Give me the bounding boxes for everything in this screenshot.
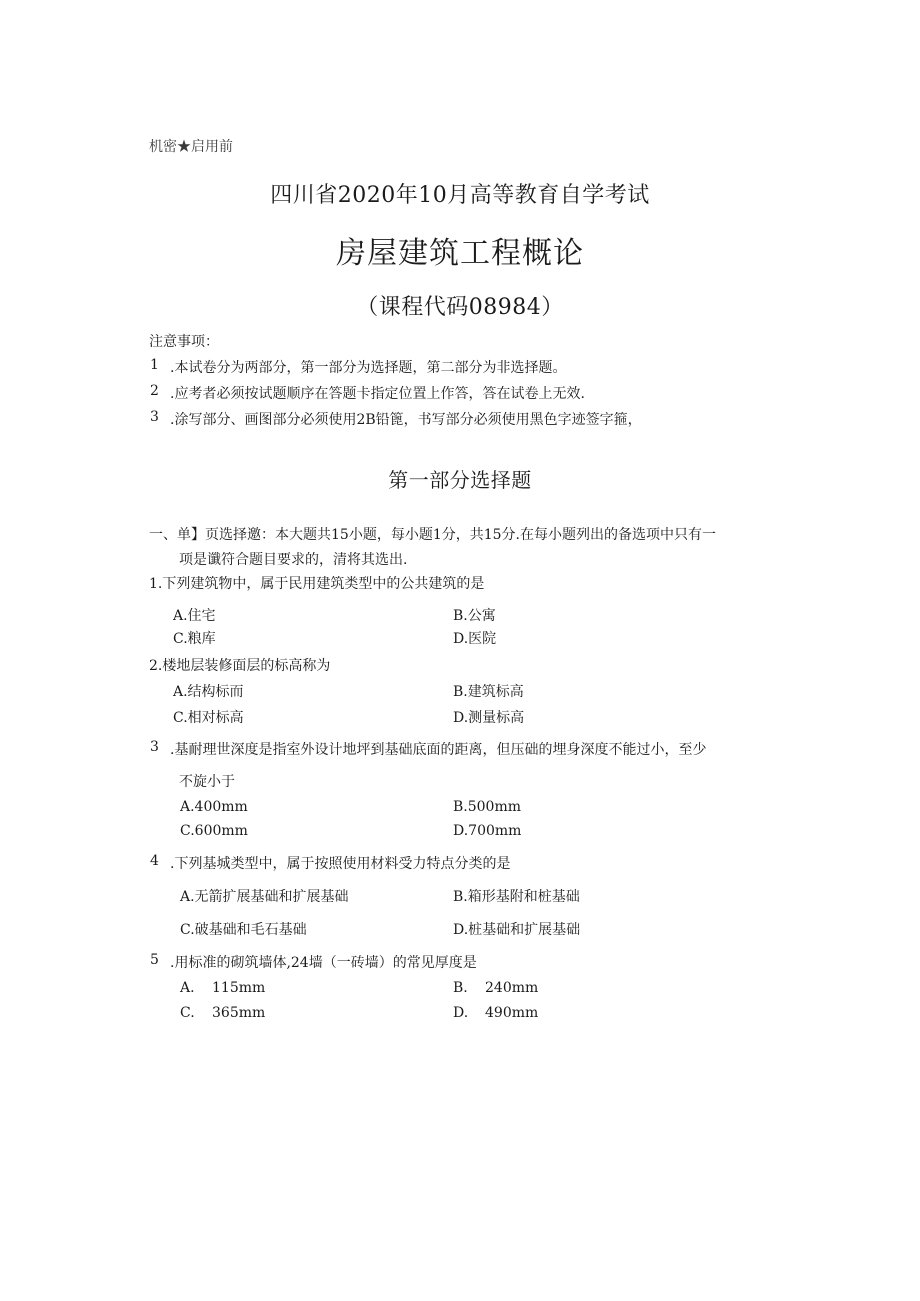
course-title: 房屋建筑工程概论 — [336, 236, 584, 271]
question-stem: 1.下列建筑物中，属于民用建筑类型中的公共建筑的是 — [149, 576, 485, 592]
notice-item-number: 2 — [150, 383, 159, 399]
option-d-letter: D. — [453, 1005, 469, 1021]
notice-item-text: .本试卷分为两部分，第一部分为选择题，第二部分为非选择题。 — [170, 360, 567, 376]
option-a: A.结构标而 — [173, 684, 244, 700]
option-c: C.600mm — [180, 823, 248, 839]
option-d: D.桩基础和扩展基础 — [453, 922, 581, 938]
option-c: C.相对标高 — [173, 710, 244, 726]
notice-item-number: 3 — [150, 409, 159, 425]
question-stem: .基耐理世深度是指室外设计地坪到基础底面的距离，但压础的埋身深度不能过小，至少 — [170, 742, 707, 758]
option-d-value: 490mm — [485, 1005, 539, 1021]
option-a-letter: A. — [180, 980, 195, 996]
option-b: B.箱形基附和桩基础 — [453, 889, 580, 905]
exam-title: 四川省2020年10月高等教育自学考试 — [270, 183, 650, 208]
notice-item-text: .应考者必须按试题顺序在答题卡指定位置上作答，答在试卷上无效. — [170, 386, 585, 402]
question-stem-continued: 不旋小于 — [179, 774, 235, 790]
confidential-mark: 机密★启用前 — [149, 139, 233, 155]
option-a: A.住宅 — [173, 608, 216, 624]
section-instructions-line-2: 项是谶符合题目要求的，清将其选出. — [179, 552, 408, 568]
option-d: D.700mm — [453, 823, 522, 839]
option-b: B.建筑标高 — [453, 684, 524, 700]
question-stem: 2.楼地层装修面层的标高称为 — [149, 658, 331, 674]
option-a-value: 115mm — [212, 980, 266, 996]
question-number: 5 — [150, 952, 159, 968]
option-c: C.破基础和毛石基础 — [180, 922, 307, 938]
question-number: 3 — [150, 739, 159, 755]
question-number: 4 — [150, 853, 159, 869]
course-code: （课程代码08984） — [356, 295, 564, 320]
option-b: B.公寓 — [453, 608, 496, 624]
notice-item-number: 1 — [150, 357, 159, 373]
section-instructions-line-1: 一、单】页选择邀：本大题共15小题，每小题1分，共15分.在每小题列出的备选项中只有一 — [149, 527, 716, 543]
part-one-title: 第一部分选择题 — [388, 468, 532, 492]
option-a: A.无箭扩展基础和扩展基础 — [180, 889, 349, 905]
question-stem: .下列基城类型中，属于按照使用材料受力特点分类的是 — [170, 856, 511, 872]
option-d: D.测量标高 — [453, 710, 525, 726]
option-a: A.400mm — [180, 799, 248, 815]
notice-heading: 注意事项： — [149, 334, 219, 350]
option-d: D.医院 — [453, 631, 497, 647]
option-b-value: 240mm — [485, 980, 539, 996]
option-c-letter: C. — [180, 1005, 195, 1021]
option-c: C.粮库 — [173, 631, 216, 647]
option-b: B.500mm — [453, 799, 522, 815]
option-b-letter: B. — [453, 980, 468, 996]
question-stem: .用标准的砌筑墙体,24墙（一砖墙）的常见厚度是 — [170, 955, 477, 971]
option-c-value: 365mm — [212, 1005, 266, 1021]
notice-item-text: .涂写部分、画图部分必须使用2B铅篦，书写部分必须使用黑色字迹签字箍， — [170, 412, 642, 428]
